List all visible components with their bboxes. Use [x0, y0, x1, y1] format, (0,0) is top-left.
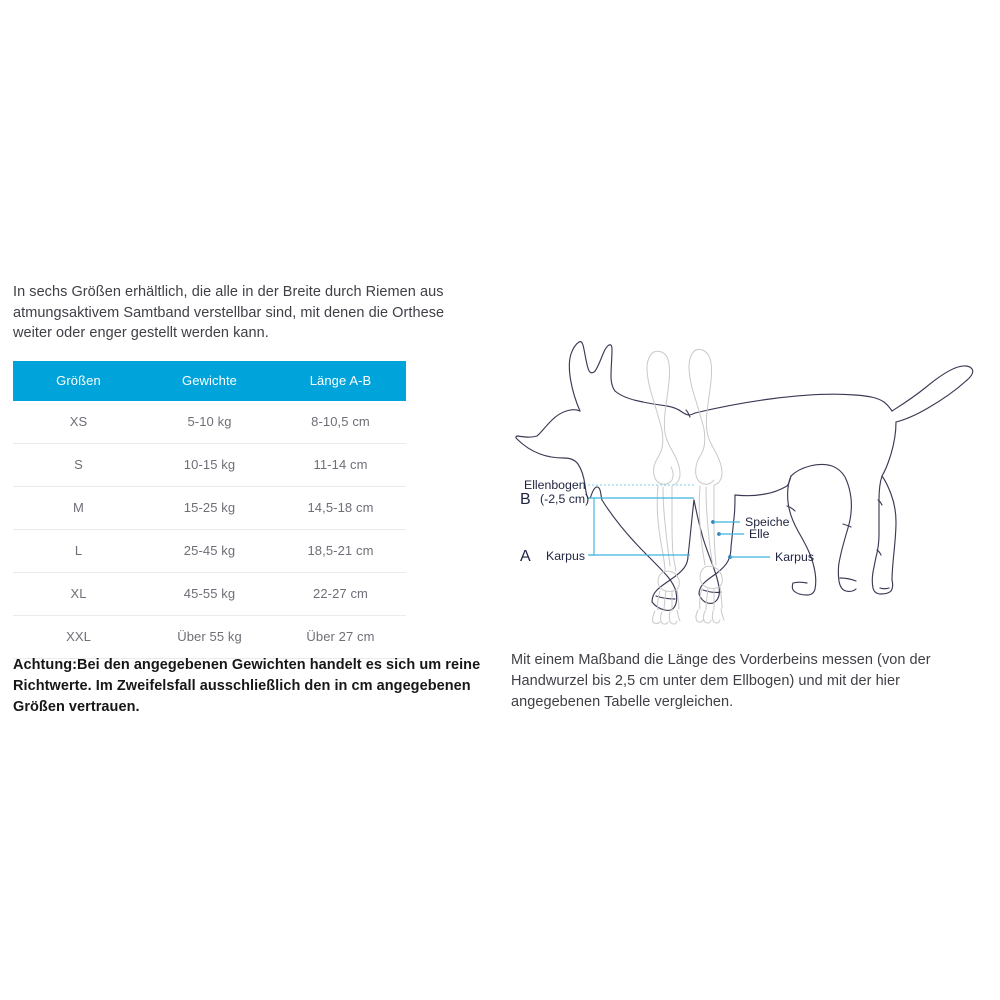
label-speiche: Speiche — [745, 515, 790, 529]
dog-bone-overlay — [647, 349, 724, 624]
table-row — [13, 615, 406, 658]
column-header-size: Größen — [13, 361, 144, 401]
table-row — [13, 572, 406, 615]
cell-weight: Über 55 kg — [144, 615, 275, 658]
label-elle: Elle — [749, 527, 770, 541]
size-table — [13, 361, 406, 659]
intro-paragraph: In sechs Größen erhältlich, die alle in der Breite durch Riemen aus atmungsaktivem Samtband verstellbar sind, mit denen die Orthese weiter oder enger gestellt werden kann. — [13, 284, 445, 341]
cell-length: 8-10,5 cm — [275, 401, 406, 444]
label-karpus-right: Karpus — [775, 550, 814, 564]
cell-size: XL — [13, 572, 144, 615]
table-header-row — [13, 361, 406, 401]
label-ellenbogen: Ellenbogen — [524, 478, 586, 492]
table-header — [13, 361, 406, 401]
dog-body-outline — [516, 342, 973, 611]
cell-length: 22-27 cm — [275, 572, 406, 615]
anatomy-callouts — [711, 515, 814, 564]
table-row — [13, 529, 406, 572]
cell-weight: 45-55 kg — [144, 572, 275, 615]
column-header-weight: Gewichte — [144, 361, 275, 401]
label-point-a: A — [520, 548, 531, 565]
cell-length: 18,5-21 cm — [275, 529, 406, 572]
label-point-b: B — [520, 491, 531, 508]
size-chart-panel — [13, 282, 493, 659]
cell-weight: 10-15 kg — [144, 443, 275, 486]
measurement-callouts — [520, 478, 696, 565]
cell-size: XS — [13, 401, 144, 444]
label-b-offset: (-2,5 cm) — [540, 492, 590, 506]
cell-length: 11-14 cm — [275, 443, 406, 486]
table-row — [13, 486, 406, 529]
column-header-length: Länge A-B — [275, 361, 406, 401]
cell-size: L — [13, 529, 144, 572]
cell-size: M — [13, 486, 144, 529]
warning-note: Achtung:Bei den angegebenen Gewichten handelt es sich um reine Richtwerte. Im Zweifelsfall ausschließlich den in cm angegebenen Größen vertrauen. — [13, 657, 481, 715]
cell-weight: 15-25 kg — [144, 486, 275, 529]
dog-anatomy-diagram — [500, 310, 1000, 630]
cell-length: 14,5-18 cm — [275, 486, 406, 529]
cell-length: Über 27 cm — [275, 615, 406, 658]
measurement-diagram-panel — [500, 310, 1000, 630]
label-karpus-left: Karpus — [546, 549, 585, 563]
cell-weight: 5-10 kg — [144, 401, 275, 444]
cell-size: S — [13, 443, 144, 486]
diagram-container — [500, 310, 1000, 630]
table-row — [13, 401, 406, 444]
cell-size: XXL — [13, 615, 144, 658]
table-row — [13, 443, 406, 486]
table-body — [13, 401, 406, 659]
measurement-instructions: Mit einem Maßband die Länge des Vorderbeins messen (von der Handwurzel bis 2,5 cm unter dem Ellbogen) und mit der hier angegebenen Tabelle vergleichen. — [511, 652, 931, 710]
cell-weight: 25-45 kg — [144, 529, 275, 572]
